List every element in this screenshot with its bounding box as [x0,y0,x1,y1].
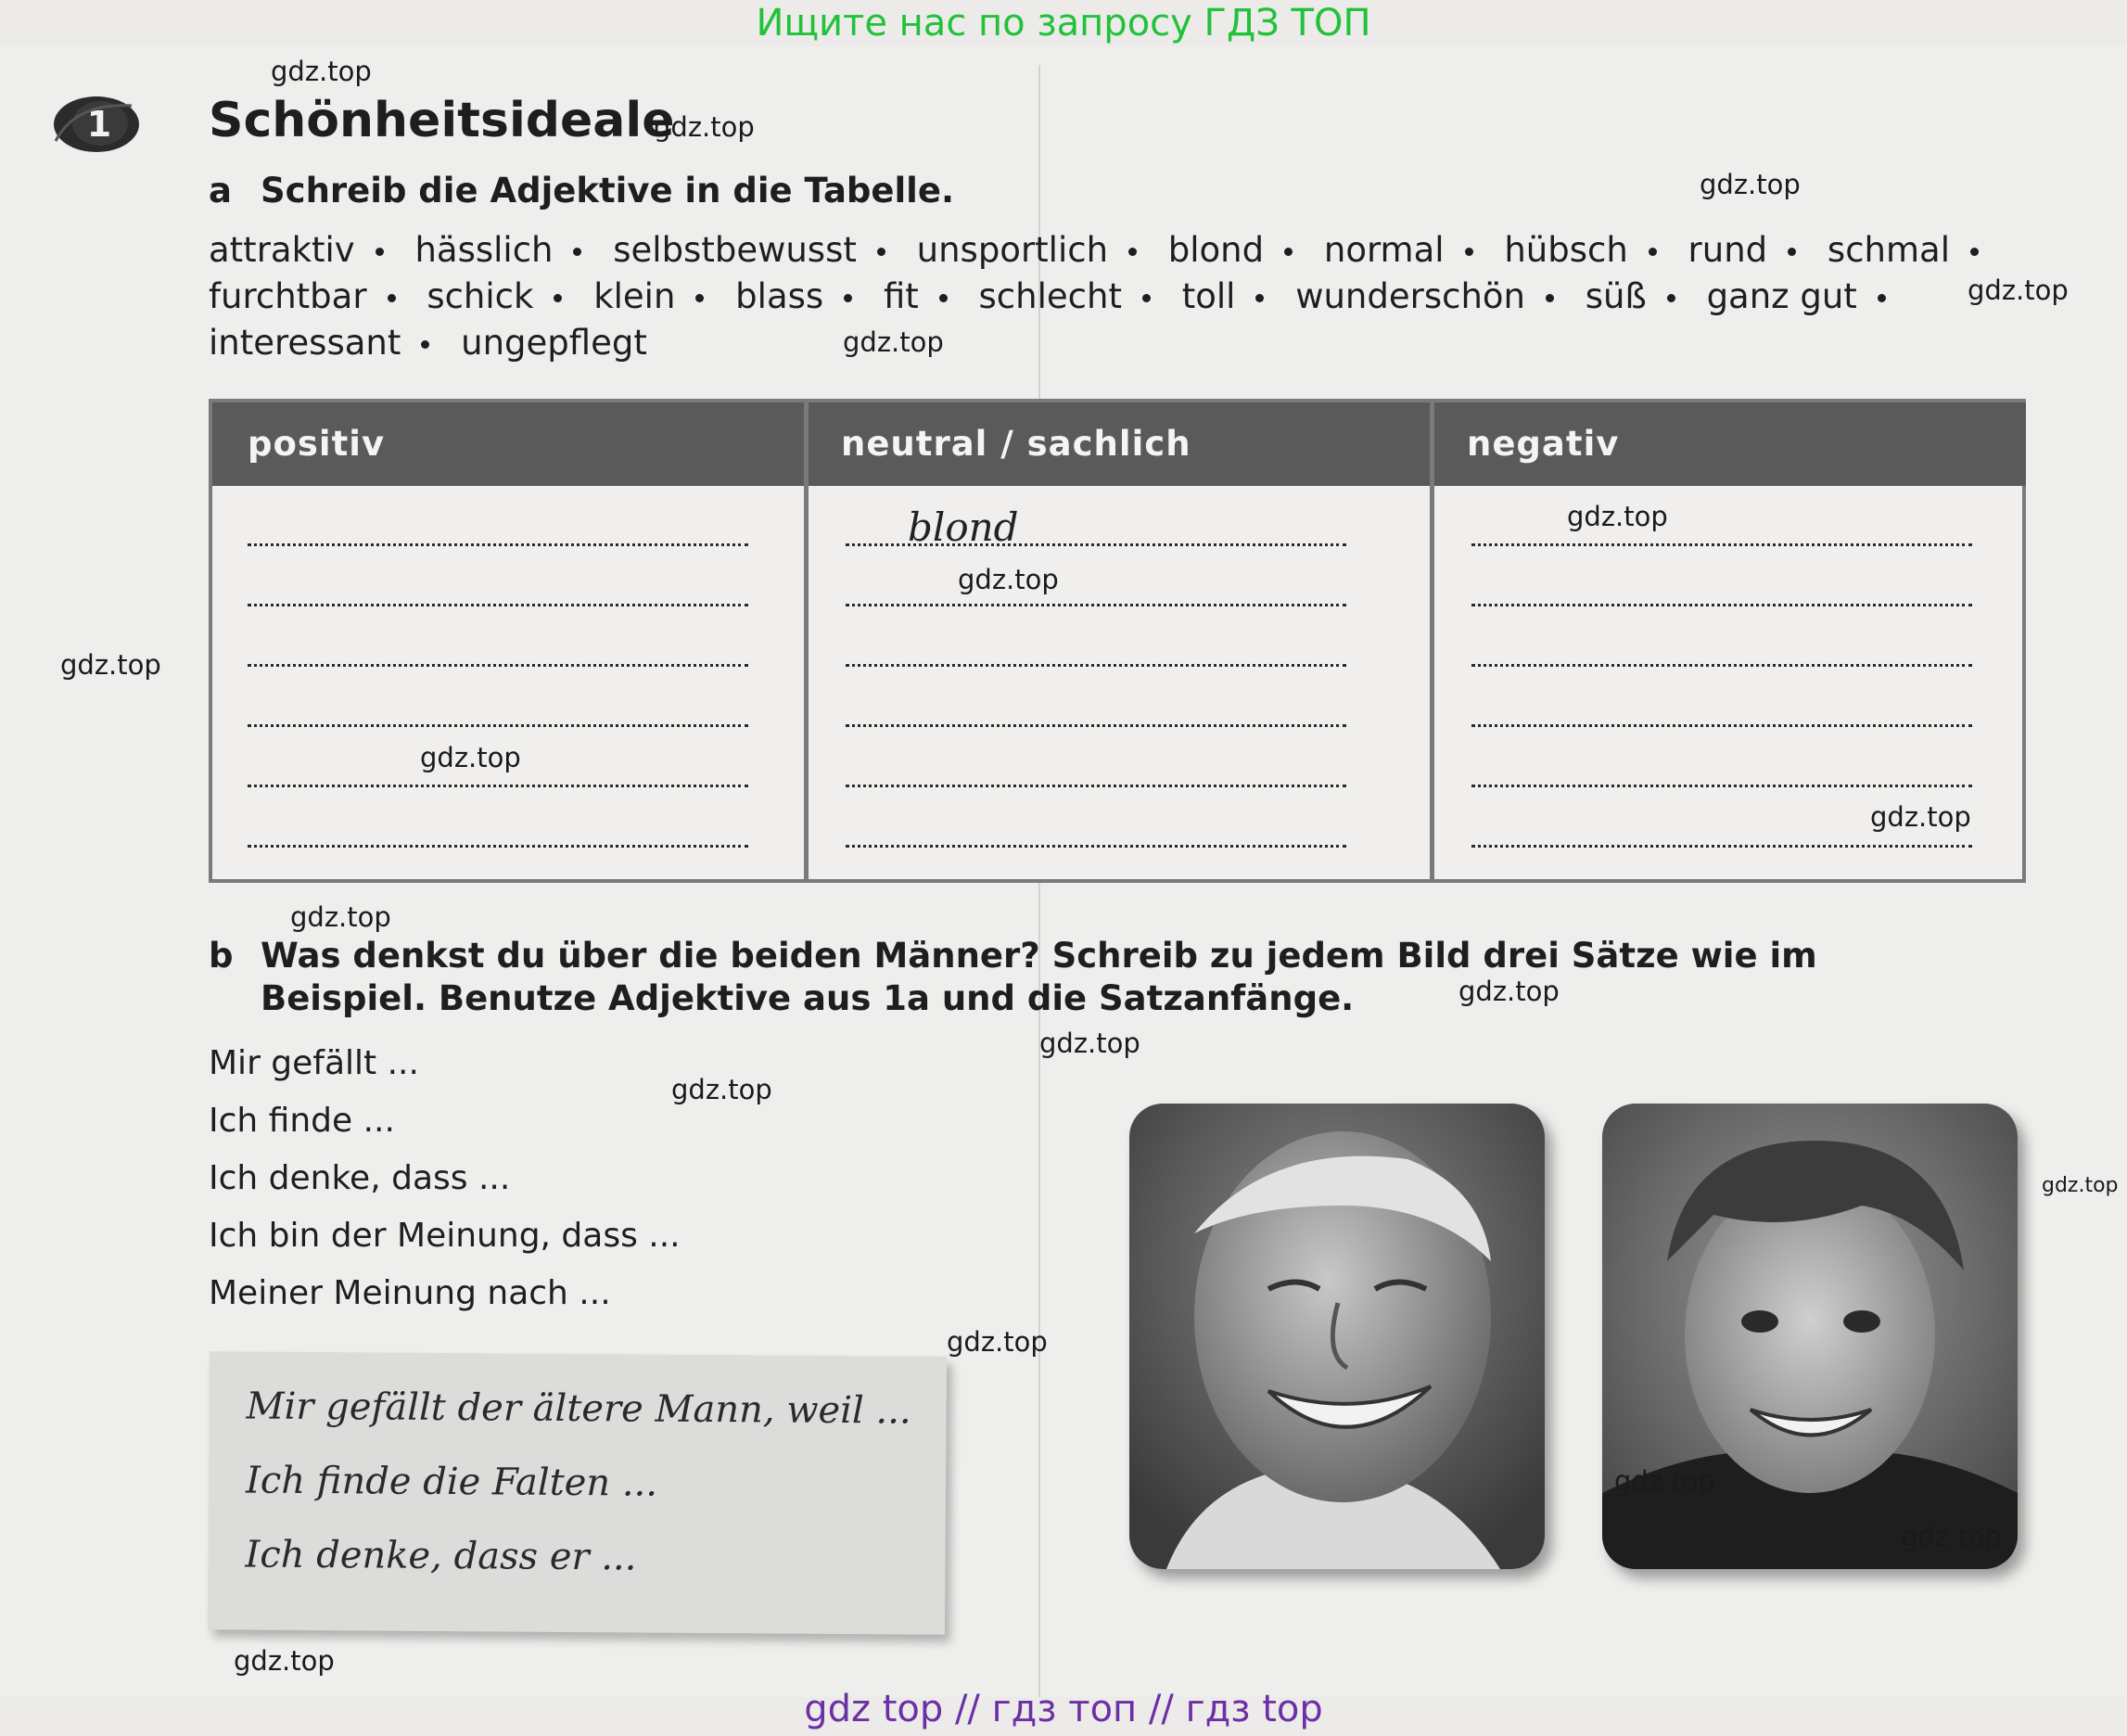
adjective-word: ungepflegt [461,323,647,363]
answer-line [1471,543,1972,546]
answer-line [1471,724,1972,727]
sentence-starter: Ich denke, dass ... [209,1159,511,1197]
watermark: gdz.top [947,1326,1048,1358]
answer-line [248,724,748,727]
answer-line [248,604,748,606]
adjective-word: rund [1688,230,1768,270]
column-divider [1430,402,1434,879]
adjective-word: hässlich [414,230,554,270]
answer-line [248,845,748,848]
answer-line [846,543,1346,546]
older-man-photo [1129,1104,1545,1569]
watermark: gdz.top [1968,274,2069,306]
adjective-word: normal [1323,230,1445,270]
example-sentence: Ich denke, dass er ... [245,1533,637,1579]
watermark: gdz.top [60,649,161,681]
answer-line [846,724,1346,727]
watermark: gdz.top [1700,169,1801,200]
bullet-separator [1465,248,1473,256]
bullet-separator [421,340,429,349]
adjective-word: furchtbar [209,276,367,316]
sentence-starter: Ich finde ... [209,1102,395,1140]
bullet-separator [573,248,581,256]
watermark: gdz.top [1039,1028,1140,1059]
task-b-letter: b [209,936,234,976]
watermark: gdz.top [843,326,944,358]
adjective-word: ganz gut [1706,276,1857,316]
answer-line [1471,664,1972,667]
adjective-word: wunderschön [1295,276,1525,316]
example-sentence: Ich finde die Falten ... [245,1459,658,1505]
watermark: gdz.top [1614,1465,1715,1497]
adjective-list [209,227,2017,366]
watermark: gdz.top [2042,1174,2119,1197]
bullet-separator [1284,248,1293,256]
adjective-word: schlecht [978,276,1122,316]
watermark: gdz.top [1567,501,1668,532]
watermark: gdz.top [290,901,391,933]
bullet-separator [1788,248,1796,256]
top-banner: Ищите нас по запросу ГДЗ ТОП [756,2,1371,45]
adjective-word: attraktiv [209,230,355,270]
adjective-word: blond [1167,230,1265,270]
adjective-word: unsportlich [916,230,1109,270]
adjective-word: toll [1181,276,1236,316]
young-man-photo [1602,1104,2018,1569]
adjective-word: selbstbewusst [613,230,857,270]
watermark: gdz.top [1901,1521,2002,1552]
bullet-separator [1546,294,1554,302]
bullet-separator [1878,294,1886,302]
adjective-word: interessant [209,323,401,363]
section-title: Schönheitsideale [209,93,675,148]
bullet-separator [695,294,704,302]
bullet-separator [877,248,885,256]
example-note [208,1351,947,1635]
adjective-word: süß [1585,276,1647,316]
answer-line [1471,785,1972,787]
adjective-word: schick [427,276,534,316]
task-number: 1 [86,104,112,145]
header-negativ: negativ [1432,402,2026,486]
bullet-separator [844,294,852,302]
example-answer: blond [908,504,1019,550]
adjective-word: schmal [1827,230,1950,270]
answer-line [248,785,748,787]
answer-line [846,664,1346,667]
bullet-separator [1128,248,1137,256]
watermark: gdz.top [420,742,521,773]
bullet-separator [1667,294,1675,302]
bullet-separator [1255,294,1264,302]
adjective-word: klein [593,276,676,316]
watermark: gdz.top [1870,801,1971,833]
adjective-table [209,399,2026,883]
answer-line [846,845,1346,848]
answer-line [248,664,748,667]
example-sentence: Mir gefällt der ältere Mann, weil ... [246,1385,911,1433]
answer-line [846,604,1346,606]
bullet-separator [376,248,384,256]
answer-line [248,543,748,546]
task-a-letter: a [209,171,232,211]
adjective-word: fit [883,276,919,316]
sentence-starter: Ich bin der Meinung, dass ... [209,1217,681,1255]
adjective-word: hübsch [1504,230,1628,270]
bullet-separator [1970,248,1979,256]
bullet-separator [939,294,948,302]
bullet-separator [554,294,562,302]
bullet-separator [388,294,396,302]
bullet-separator [1649,248,1657,256]
watermark: gdz.top [958,564,1059,595]
watermark: gdz.top [234,1645,335,1677]
answer-line [1471,604,1972,606]
header-positiv: positiv [212,402,806,486]
sentence-starter: Mir gefällt ... [209,1044,419,1082]
task-a-text: Schreib die Adjektive in die Tabelle. [261,171,955,211]
column-divider [804,402,809,879]
watermark: gdz.top [1458,976,1560,1007]
task-b-text: Was denkst du über die beiden Männer? Schreib zu jedem Bild drei Sätze wie im Beispiel. Benutze Adjektive aus 1a und die Satzanfänge. [261,936,1817,1018]
adjective-word: blass [735,276,824,316]
task-number-badge [48,93,141,156]
task-a-instruction [209,171,954,211]
watermark: gdz.top [671,1074,772,1105]
watermark: gdz.top [654,111,755,143]
answer-line [1471,845,1972,848]
task-b-instruction [209,935,1896,1020]
answer-line [846,785,1346,787]
bullet-separator [1142,294,1151,302]
watermark: gdz.top [271,56,372,87]
header-neutral: neutral / sachlich [806,402,1432,486]
sentence-starter: Meiner Meinung nach ... [209,1274,611,1312]
bottom-banner: gdz top // гдз топ // гдз top [804,1688,1323,1730]
